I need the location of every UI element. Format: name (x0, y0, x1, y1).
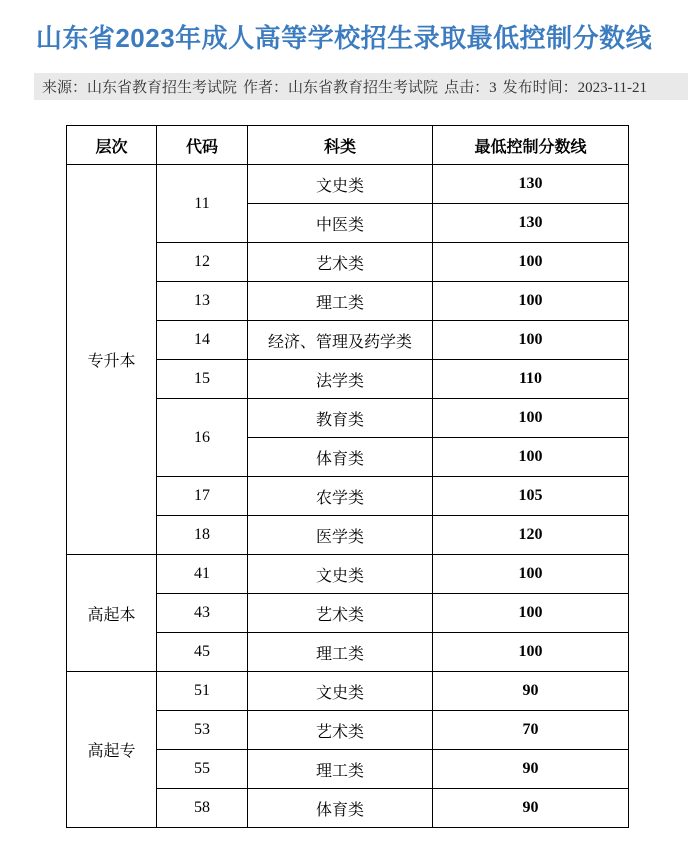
table-row (67, 672, 629, 711)
score-cell: 100 (433, 633, 629, 672)
header-level: 层次 (67, 126, 157, 165)
level-cell: 高起本 (67, 555, 157, 672)
code-cell: 53 (157, 711, 248, 750)
score-cell: 130 (433, 204, 629, 243)
meta-author-value: 山东省教育招生考试院 (288, 80, 439, 96)
category-cell: 艺术类 (248, 594, 433, 633)
score-cell: 110 (433, 360, 629, 399)
score-cell: 130 (433, 165, 629, 204)
score-cell: 90 (433, 672, 629, 711)
meta-publish-value: 2023-11-21 (577, 80, 648, 96)
code-cell: 15 (157, 360, 248, 399)
table-body (67, 165, 629, 828)
category-cell: 体育类 (248, 789, 433, 828)
category-cell: 理工类 (248, 633, 433, 672)
category-cell: 艺术类 (248, 243, 433, 282)
meta-author (243, 76, 438, 97)
category-cell: 文史类 (248, 672, 433, 711)
category-cell: 文史类 (248, 555, 433, 594)
code-cell: 17 (157, 477, 248, 516)
header-category: 科类 (248, 126, 433, 165)
score-cell: 100 (433, 282, 629, 321)
score-table (66, 125, 629, 828)
score-cell: 90 (433, 789, 629, 828)
meta-clicks-value: 3 (489, 80, 497, 96)
meta-source-value: 山东省教育招生考试院 (87, 80, 238, 96)
code-cell: 13 (157, 282, 248, 321)
code-cell: 16 (157, 399, 248, 477)
code-cell: 55 (157, 750, 248, 789)
meta-publish-time (503, 76, 647, 97)
score-cell: 100 (433, 555, 629, 594)
table-row (67, 165, 629, 204)
meta-source-label: 来源： (42, 80, 88, 96)
category-cell: 体育类 (248, 438, 433, 477)
code-cell: 51 (157, 672, 248, 711)
code-cell: 41 (157, 555, 248, 594)
header-code: 代码 (157, 126, 248, 165)
page-title: 山东省2023年成人高等学校招生录取最低控制分数线 (35, 23, 653, 53)
score-cell: 100 (433, 321, 629, 360)
category-cell: 理工类 (248, 282, 433, 321)
meta-author-label: 作者： (243, 80, 289, 96)
header-score: 最低控制分数线 (433, 126, 629, 165)
score-cell: 100 (433, 243, 629, 282)
category-cell: 经济、管理及药学类 (248, 321, 433, 360)
meta-bar (34, 73, 688, 100)
code-cell: 11 (157, 165, 248, 243)
meta-clicks (444, 76, 497, 97)
level-cell: 高起专 (67, 672, 157, 828)
code-cell: 45 (157, 633, 248, 672)
score-cell: 105 (433, 477, 629, 516)
category-cell: 理工类 (248, 750, 433, 789)
level-cell: 专升本 (67, 165, 157, 555)
meta-source (42, 76, 237, 97)
score-cell: 70 (433, 711, 629, 750)
category-cell: 文史类 (248, 165, 433, 204)
meta-publish-label: 发布时间： (502, 80, 578, 96)
category-cell: 医学类 (248, 516, 433, 555)
table-header-row (67, 126, 629, 165)
meta-clicks-label: 点击： (444, 80, 490, 96)
category-cell: 农学类 (248, 477, 433, 516)
code-cell: 12 (157, 243, 248, 282)
category-cell: 法学类 (248, 360, 433, 399)
code-cell: 58 (157, 789, 248, 828)
score-cell: 100 (433, 438, 629, 477)
score-cell: 120 (433, 516, 629, 555)
category-cell: 艺术类 (248, 711, 433, 750)
category-cell: 教育类 (248, 399, 433, 438)
score-cell: 100 (433, 594, 629, 633)
table-row (67, 555, 629, 594)
code-cell: 14 (157, 321, 248, 360)
category-cell: 中医类 (248, 204, 433, 243)
score-cell: 100 (433, 399, 629, 438)
code-cell: 43 (157, 594, 248, 633)
score-table-container (66, 125, 629, 828)
score-cell: 90 (433, 750, 629, 789)
code-cell: 18 (157, 516, 248, 555)
